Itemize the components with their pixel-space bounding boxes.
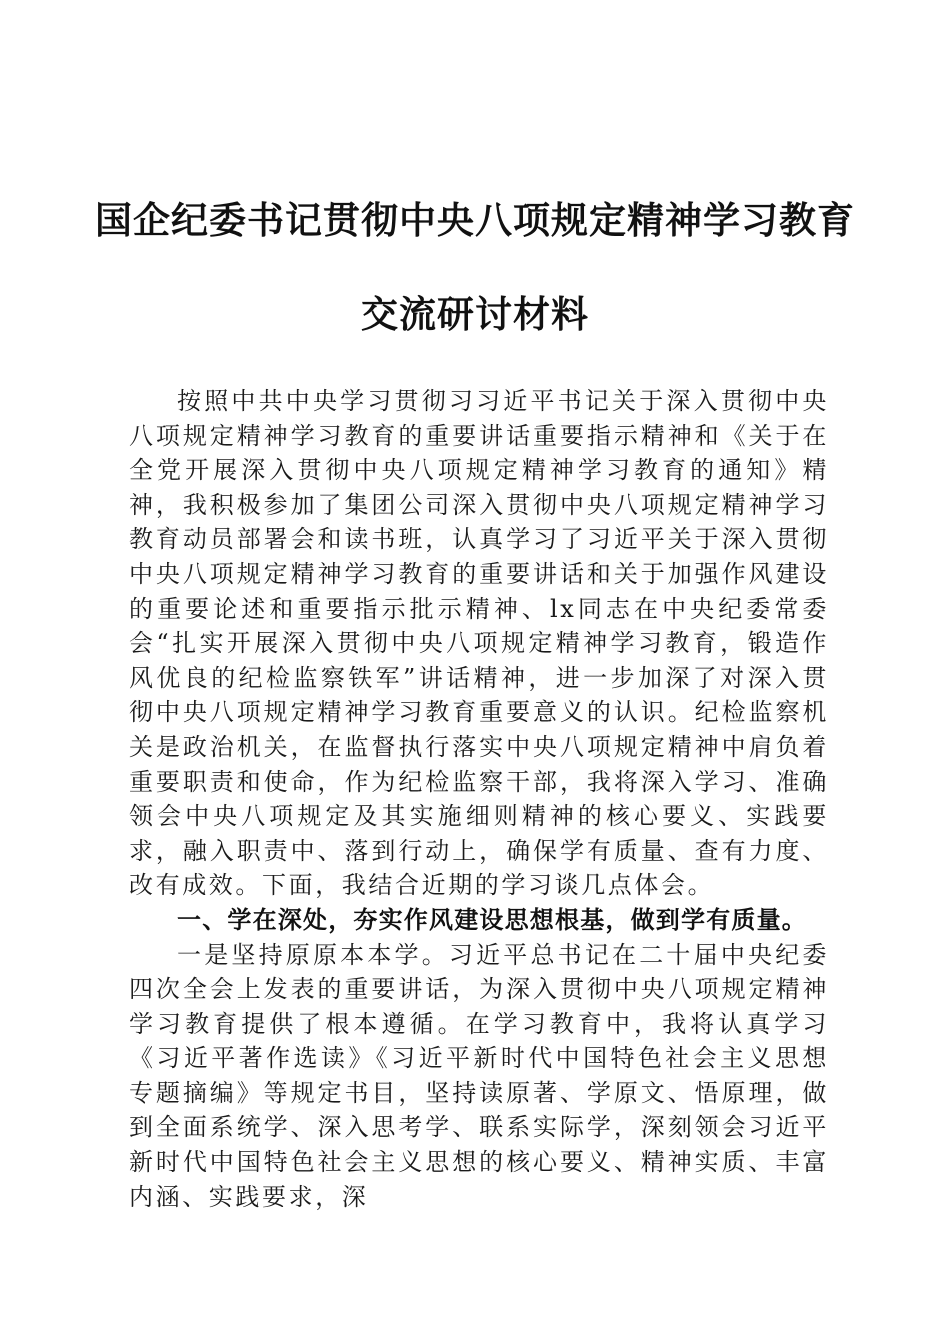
document-title-line-1: 国企纪委书记贯彻中央八项规定精神学习教育 [95, 198, 855, 242]
intro-paragraph: 按照中共中央学习贯彻习习近平书记关于深入贯彻中央八项规定精神学习教育的重要讲话重要指示精神和《关于在全党开展深入贯彻中央八项规定精神学习教育的通知》精神，我积极参加了集团公司深入贯彻中央八项规定精神学习教育动员部署会和读书班，认真学习了习近平关于深入贯彻中央八项规定精神学习教育的重要讲话和关于加强作风建设的重要论述和重要指示批示精神、lx同志在中央纪委常委会“扎实开展深入贯彻中央八项规定精神学习教育，锻造作风优良的纪检监察铁军”讲话精神，进一步加深了对深入贯彻中央八项规定精神学习教育重要意义的认识。纪检监察机关是政治机关，在监督执行落实中央八项规定精神中肩负着重要职责和使命，作为纪检监察干部，我将深入学习、准确领会中央八项规定及其实施细则精神的核心要义、实践要求，融入职责中、落到行动上，确保学有质量、查有力度、改有成效。下面，我结合近期的学习谈几点体会。 [129, 387, 829, 900]
document-title-line-2: 交流研讨材料 [361, 292, 589, 336]
section-1-paragraph: 一是坚持原原本本学。习近平总书记在二十届中央纪委四次全会上发表的重要讲话，为深入贯彻中央八项规定精神学习教育提供了根本遵循。在学习教育中，我将认真学习《习近平著作选读》《习近平新时代中国特色社会主义思想专题摘编》等规定书目，坚持读原著、学原文、悟原理，做到全面系统学、深入思考学、联系实际学，深刻领会习近平新时代中国特色社会主义思想的核心要义、精神实质、丰富内涵、实践要求，深 [129, 940, 829, 1211]
document-body [129, 384, 829, 1214]
section-1-heading: 一、学在深处，夯实作风建设思想根基，做到学有质量。 [177, 904, 807, 934]
